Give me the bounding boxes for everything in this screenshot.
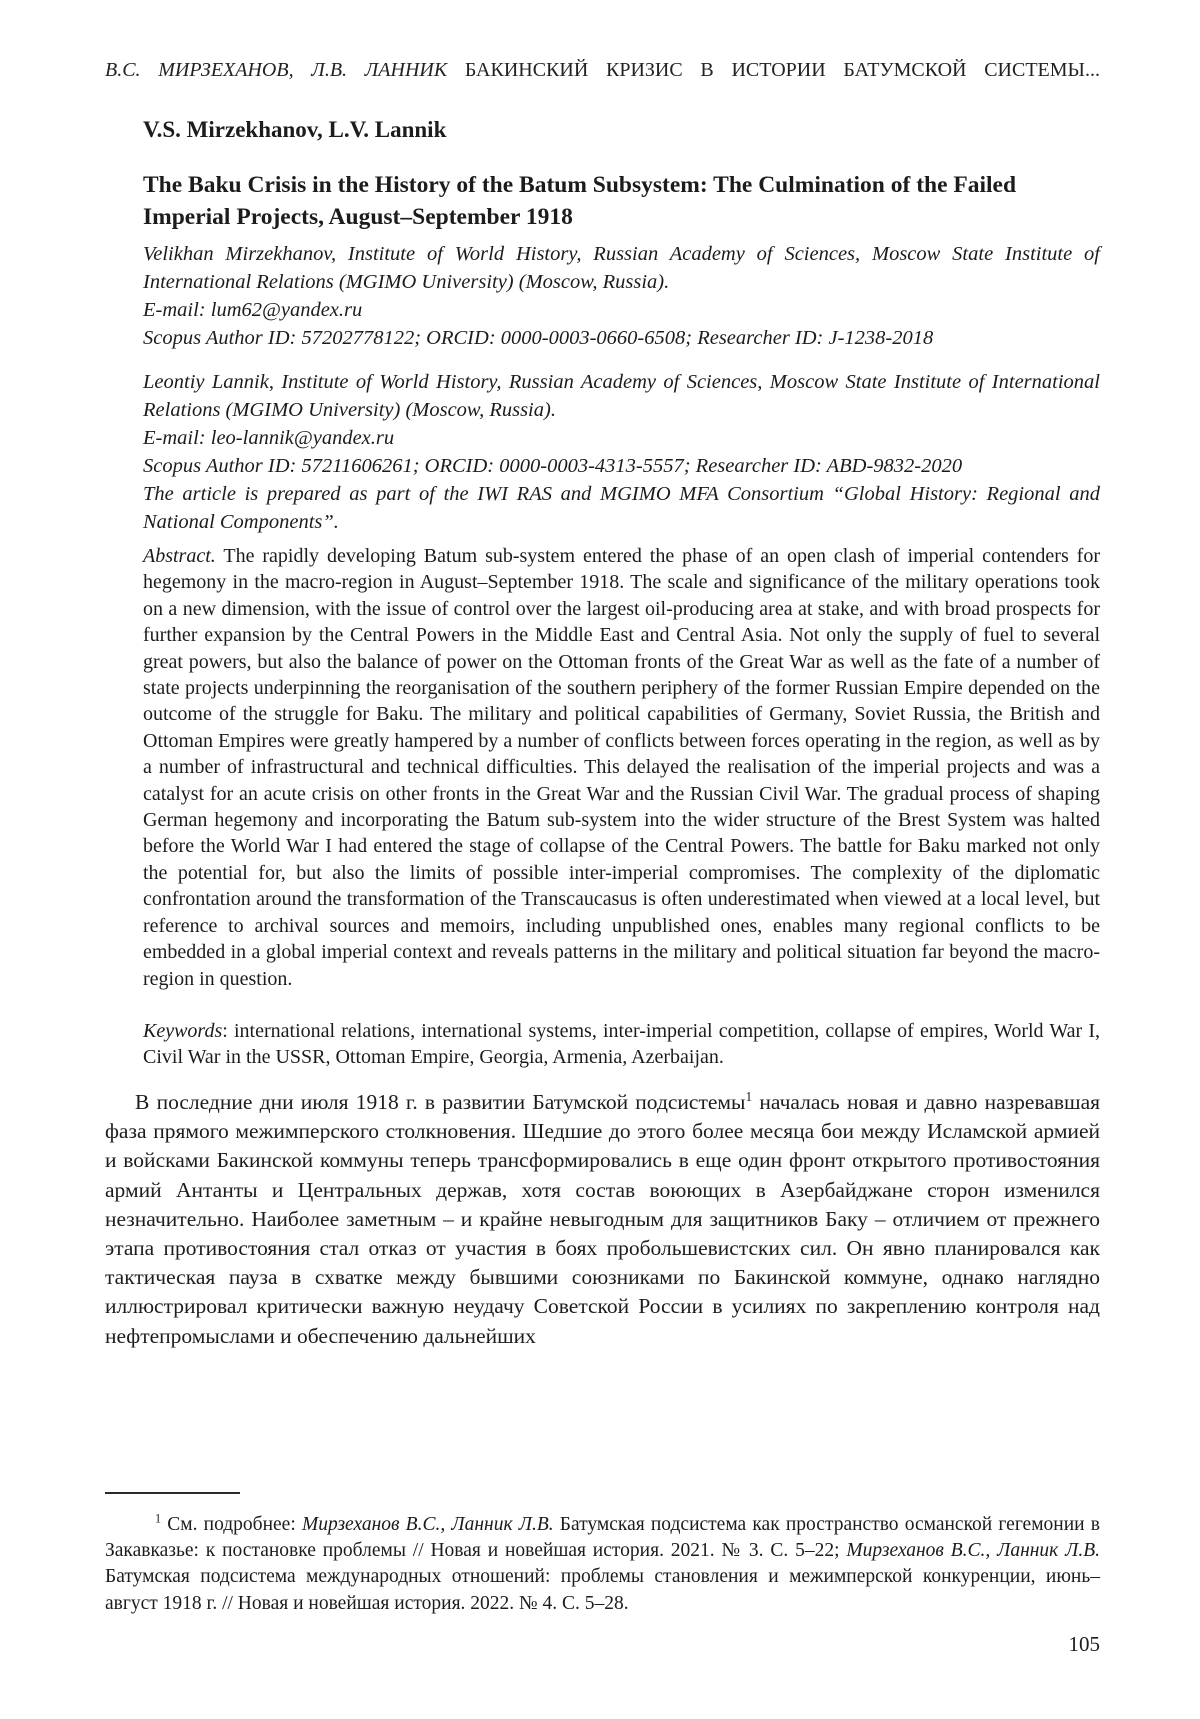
affiliation-1-organisation: Velikhan Mirzekhanov, Institute of World History, Russian Academy of Sciences, Moscow State Institute of International Relations (MGIMO University) (Moscow, Russia). xyxy=(143,243,1100,293)
body-paragraph-text-pre: В последние дни июля 1918 г. в развитии Батумской подсистемы xyxy=(135,1090,746,1114)
abstract xyxy=(143,543,1100,992)
footnote-reference-1: 1 xyxy=(745,1088,753,1104)
affiliation-block-1 xyxy=(143,240,1100,352)
body-paragraph-text-post: началась новая и давно назревавшая фаза прямого межимперского столкновения. Шедшие до этого более месяца бои между Исламской армией и войсками Бакинской коммуны теперь трансформировались в еще один фронт открытого противостояния армий Антанты и Центральных держав, хотя состав воюющих в Азербайджане сторон изменился незначительно. Наиболее заметным – и крайне невыгодным для защитников Баку – отличием от прежнего этапа противостояния стал отказ от участия в боях пробольшевистских сил. Он явно планировался как тактическая пауза в схватке между бывшими союзниками по Бакинской коммуне, однако наглядно иллюстрировал критически важную неудачу Советской России в усилиях по закреплению контроля над нефтепромыслами и обеспечению дальнейших xyxy=(105,1090,1100,1348)
footnote-1-marker: 1 xyxy=(155,1511,162,1526)
footnote-1-cited-authors-b: Мирзеханов В.С., Ланник Л.В. xyxy=(846,1540,1100,1562)
keywords xyxy=(143,1018,1100,1071)
affiliation-1-ids: Scopus Author ID: 57202778122; ORCID: 0000-0003-0660-6508; Researcher ID: J-1238-2018 xyxy=(143,327,934,349)
running-head xyxy=(105,58,1100,82)
footnote-1-pre: См. подробнее: xyxy=(161,1514,302,1535)
footnote-separator-rule xyxy=(105,1492,240,1494)
keywords-label: Keywords xyxy=(143,1020,223,1042)
keywords-text: : international relations, international systems, inter-imperial competition, collapse of empires, World War I, Civil War in the USSR, Ottoman Empire, Georgia, Armenia, Azerbaijan. xyxy=(143,1020,1100,1069)
footnote-1 xyxy=(105,1512,1100,1617)
footnote-1-mid: Батумская подсистема как пространство османской гегемонии в Закавказье: к постановке проблемы // Новая и новейшая история. 2021. № 3. С. 5–22; xyxy=(105,1514,1100,1562)
affiliation-1-email: E-mail: lum62@yandex.ru xyxy=(143,299,363,321)
article-title: The Baku Crisis in the History of the Batum Subsystem: The Culmination of the Failed Imperial Projects, August–September 1918 xyxy=(143,172,1017,230)
affiliation-block-2 xyxy=(143,368,1100,536)
abstract-label: Abstract. xyxy=(143,545,216,567)
running-head-title: БАКИНСКИЙ КРИЗИС В ИСТОРИИ БАТУМСКОЙ СИСТЕМЫ... xyxy=(447,59,1100,81)
running-head-authors: В.С. МИРЗЕХАНОВ, Л.В. ЛАННИК xyxy=(105,59,448,81)
affiliation-2-email: E-mail: leo-lannik@yandex.ru xyxy=(143,427,395,449)
affiliation-2-organisation: Leontiy Lannik, Institute of World History, Russian Academy of Sciences, Moscow State Institute of International Relations (MGIMO University) (Moscow, Russia). xyxy=(143,371,1100,421)
page-number: 105 xyxy=(1068,1632,1100,1656)
affiliation-2-ids: Scopus Author ID: 57211606261; ORCID: 0000-0003-4313-5557; Researcher ID: ABD-9832-2020 xyxy=(143,455,963,477)
body-paragraph xyxy=(105,1088,1100,1351)
footnote-1-cited-authors-a: Мирзеханов В.С., Ланник Л.В. xyxy=(301,1514,554,1535)
abstract-text: The rapidly developing Batum sub-system entered the phase of an open clash of imperial contenders for hegemony in the macro-region in August–September 1918. The scale and significance of the military operations took on a new dimension, with the issue of control over the largest oil-producing area at stake, and with broad prospects for further expansion by the Central Powers in the Middle East and Central Asia. Not only the supply of fuel to several great powers, but also the balance of power on the Ottoman fronts of the Great War as well as the fate of a number of state projects underpinning the reorganisation of the southern periphery of the former Russian Empire depended on the outcome of the struggle for Baku. The military and political capabilities of Germany, Soviet Russia, the British and Ottoman Empires were greatly hampered by a number of conflicts between forces operating in the region, as well as by a number of infrastructural and technical difficulties. This delayed the realisation of the imperial projects and was a catalyst for an acute crisis on other fronts in the Great War and the Russian Civil War. The gradual process of shaping German hegemony and incorporating the Batum sub-system into the wider structure of the Brest System was halted before the World War I had entered the stage of collapse of the Central Powers. The battle for Baku marked not only the potential for, but also the limits of possible inter-imperial compromises. The complexity of the diplomatic confrontation around the transformation of the Transcaucasus is often underestimated when viewed at a local level, but reference to archival sources and memoirs, including unpublished ones, enables many regional conflicts to be embedded in a global imperial context and reveals patterns in the military and political situation far beyond the macro-region in question. xyxy=(143,545,1100,990)
authors-en: V.S. Mirzekhanov, L.V. Lannik xyxy=(143,117,447,142)
footnote-1-post: Батумская подсистема международных отношений: проблемы становления и межимперской конкуренции, июнь–август 1918 г. // Новая и новейшая история. 2022. № 4. С. 5–28. xyxy=(105,1566,1100,1614)
affiliation-2-funding-note: The article is prepared as part of the IWI RAS and MGIMO MFA Consortium “Global History: Regional and National Components”. xyxy=(143,483,1100,533)
